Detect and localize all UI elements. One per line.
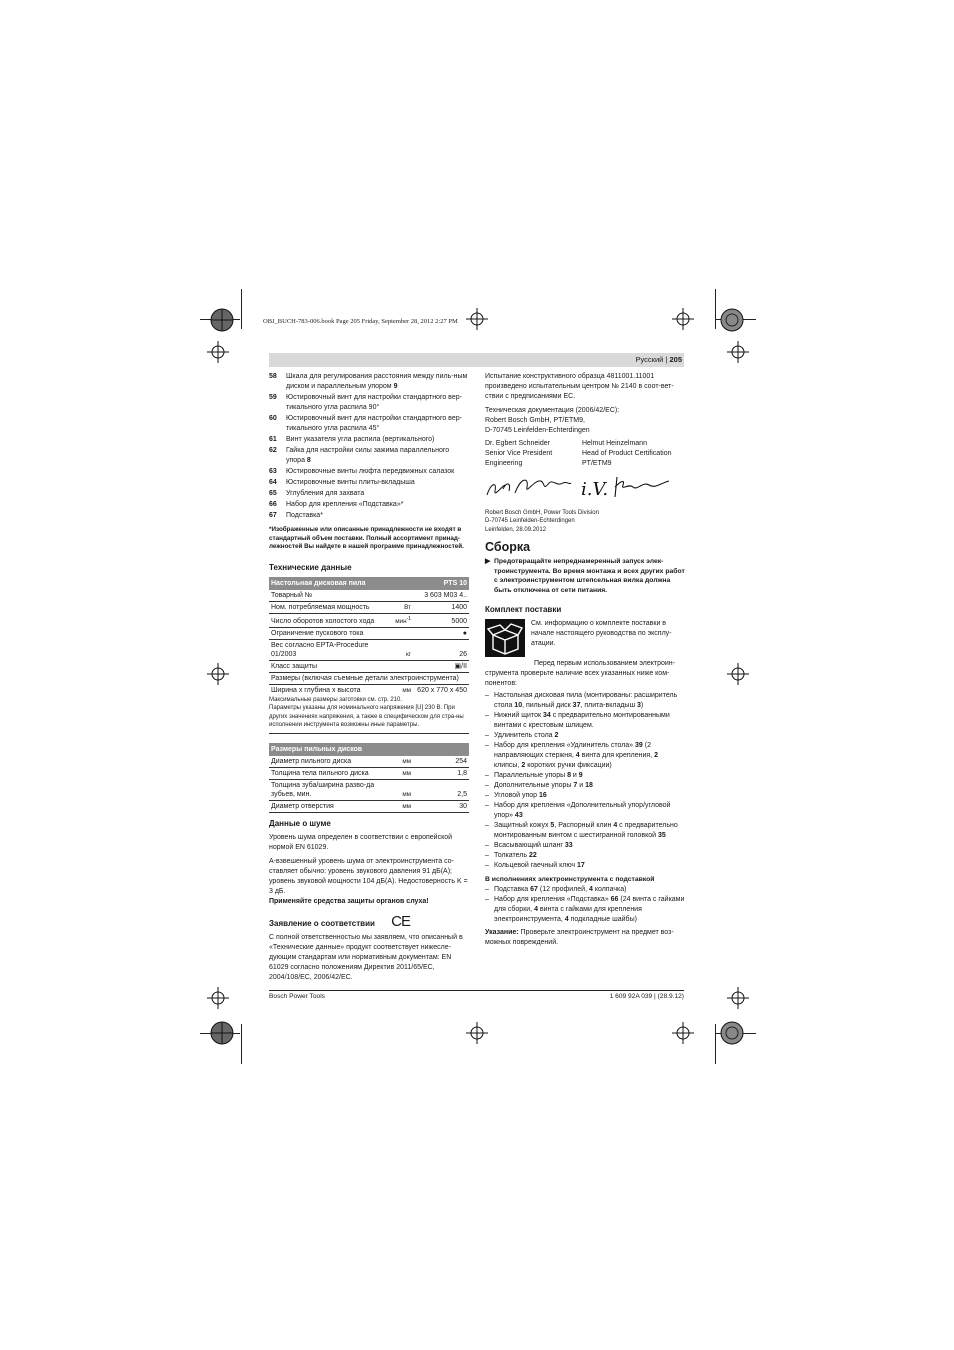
left-column bbox=[269, 372, 469, 987]
supply-intro-block bbox=[485, 619, 685, 659]
table-row bbox=[269, 627, 469, 639]
list-item-text: Набор для крепления «Удлинитель стола» 39 (2 направляющих стержня, 4 винта для крепления, 2 клипсы, 2 коротких ручки фиксации) bbox=[494, 741, 658, 769]
dash-bullet: – bbox=[485, 861, 489, 869]
parts-item-number: 64 bbox=[269, 479, 277, 486]
list-item bbox=[485, 791, 685, 801]
dims-header: Размеры (включая съемные детали электроинструмента) bbox=[269, 672, 469, 684]
row-label: Толщина тела пильного диска bbox=[269, 767, 387, 779]
dash-bullet: – bbox=[485, 771, 489, 779]
dash-bullet: – bbox=[485, 711, 489, 719]
supply-list bbox=[485, 691, 685, 871]
row-value: 26 bbox=[413, 639, 469, 660]
list-item-text: Настольная дисковая пила (монтированы: расширитель стола 10, пильный диск 37, плита-вкладыш 3) bbox=[494, 691, 678, 709]
table-row bbox=[269, 601, 469, 613]
row-unit bbox=[387, 627, 413, 639]
list-item-text: Толкатель 22 bbox=[494, 851, 537, 859]
list-item bbox=[485, 861, 685, 871]
hint-text: Проверьте электроинструмент на предмет воз-можных повреждений. bbox=[485, 928, 674, 946]
parts-item bbox=[269, 372, 469, 392]
conformity-heading-text: Заявление о соответствии bbox=[269, 918, 375, 928]
crosshair-icon bbox=[466, 308, 488, 330]
parts-item bbox=[269, 446, 469, 466]
list-item-text: Угловой упор 16 bbox=[494, 791, 547, 799]
table-row bbox=[269, 613, 469, 627]
ce-mark-icon: CE bbox=[391, 912, 411, 930]
parts-item-text: Углубления для захвата bbox=[286, 490, 365, 497]
conformity-text: С полной ответственностью мы заявляем, что описанный в «Технические данные» продукт соответствует нижесле-дующим стандартам или нормативным документам: EN 61029 согласно положениям Директив 2011/65/EC, 2004/108/EC, 2006/42/EC. bbox=[269, 933, 463, 981]
supply-check: Перед первым использованием электроин-струмента проверьте наличие всех указанных ниже ком-понентов: bbox=[485, 659, 675, 687]
parts-item bbox=[269, 467, 469, 477]
crosshair-icon bbox=[466, 1022, 488, 1044]
list-item-text: Дополнительные упоры 7 и 18 bbox=[494, 781, 593, 789]
assembly-warning-text: Предотвращайте непреднамеренный запуск элек-троинструмента. Во время монтажа и всех других работ с электроинструментом штепсельная вилка должна быть отключена от сети питания. bbox=[494, 558, 685, 594]
crop-mark bbox=[241, 1024, 242, 1064]
parts-item-number: 59 bbox=[269, 394, 277, 401]
stand-list bbox=[485, 885, 685, 925]
row-value: ● bbox=[413, 627, 469, 639]
blades-col-name: Размеры пильных дисков bbox=[269, 743, 469, 756]
registration-disc-icon bbox=[719, 307, 745, 333]
list-item bbox=[485, 741, 685, 771]
parts-item-text: Юстировочный винт для настройки стандартного вер-тикального угла распила 45° bbox=[286, 415, 462, 432]
list-item bbox=[485, 821, 685, 841]
registration-disc-icon bbox=[719, 1020, 745, 1046]
crosshair-icon bbox=[727, 987, 749, 1009]
parts-item-text: Подставка* bbox=[286, 512, 323, 519]
list-item-text: Нижний щиток 34 с предварительно монтированными винтами с крестовым шлицем. bbox=[494, 711, 670, 729]
header-language: Русский bbox=[635, 355, 664, 364]
signer-1 bbox=[485, 439, 582, 469]
accessory-note: *Изображенные или описанные принадлежности не входят в стандартный объем поставки. Полный ассортимент принад-лежностей Вы найдете в нашей программе принадлежностей. bbox=[269, 526, 464, 551]
signer-title: PT/ETM9 bbox=[582, 460, 612, 467]
dash-bullet: – bbox=[485, 741, 489, 749]
signers bbox=[485, 439, 685, 469]
table-row bbox=[269, 660, 469, 672]
hint-label: Указание: bbox=[485, 928, 519, 936]
list-item-text: Кольцевой гаечный ключ 17 bbox=[494, 861, 585, 869]
row-value: 5000 bbox=[413, 613, 469, 627]
dash-bullet: – bbox=[485, 885, 489, 893]
parts-item-text: Юстировочные винты люфта передвижных салазок bbox=[286, 468, 455, 475]
parts-item bbox=[269, 435, 469, 445]
row-value: 1,8 bbox=[413, 767, 469, 779]
dash-bullet: – bbox=[485, 781, 489, 789]
crosshair-icon bbox=[672, 1022, 694, 1044]
list-item bbox=[485, 691, 685, 711]
dash-bullet: – bbox=[485, 801, 489, 809]
parts-item-number: 60 bbox=[269, 415, 277, 422]
list-item bbox=[485, 771, 685, 781]
row-label: Число оборотов холостого хода bbox=[269, 613, 387, 627]
page-header: Русский | 205 bbox=[635, 355, 682, 364]
row-value: ▣/II bbox=[413, 660, 469, 672]
list-item-text: Подставка 67 (12 профилей, 4 колпачка) bbox=[494, 885, 627, 893]
signature-image bbox=[485, 469, 685, 503]
list-item bbox=[485, 801, 685, 821]
row-value: 3 603 M03 4.. bbox=[413, 590, 469, 602]
row-unit: мин$^{-1}$ bbox=[387, 613, 413, 627]
parts-item-text: Гайка для настройки силы зажима параллельного упора bbox=[286, 447, 450, 464]
tech-table bbox=[269, 577, 469, 696]
parts-item-number: 62 bbox=[269, 447, 277, 454]
signature-address1: Robert Bosch GmbH, Power Tools Division bbox=[485, 510, 599, 516]
crop-mark bbox=[241, 289, 242, 329]
footer-right: 1 609 92A 039 | (28.9.12) bbox=[609, 993, 684, 1000]
parts-item-number: 63 bbox=[269, 468, 277, 475]
table-row bbox=[269, 590, 469, 602]
row-label: Диаметр отверстия bbox=[269, 800, 387, 812]
parts-item-number: 67 bbox=[269, 512, 277, 519]
row-value: 254 bbox=[413, 756, 469, 768]
page-header-band bbox=[269, 353, 684, 367]
row-unit: мм bbox=[387, 800, 413, 812]
signature-date: Leinfelden, 28.09.2012 bbox=[485, 526, 547, 533]
list-item bbox=[485, 851, 685, 861]
table-row bbox=[269, 779, 469, 800]
conformity-company1: Robert Bosch GmbH, PT/ETM9, bbox=[485, 417, 585, 424]
parts-item bbox=[269, 393, 469, 413]
row-label: Класс защиты bbox=[269, 660, 387, 672]
assembly-hint bbox=[485, 928, 685, 948]
row-value: 30 bbox=[413, 800, 469, 812]
blades-table bbox=[269, 743, 469, 813]
crop-mark bbox=[715, 289, 716, 329]
row-value: 1400 bbox=[413, 601, 469, 613]
table-row bbox=[269, 800, 469, 812]
parts-item bbox=[269, 511, 469, 521]
footer-left: Bosch Power Tools bbox=[269, 993, 325, 1000]
parts-item-ref: 9 bbox=[393, 383, 398, 390]
signer-name: Helmut Heinzelmann bbox=[582, 440, 647, 447]
list-item bbox=[485, 781, 685, 791]
row-label: Вес согласно EPTA-Procedure 01/2003 bbox=[269, 639, 387, 660]
row-value: 2,5 bbox=[413, 779, 469, 800]
dash-bullet: – bbox=[485, 731, 489, 739]
signer-title: Engineering bbox=[485, 460, 523, 467]
supply-intro: См. информацию о комплекте поставки в начале настоящего руководства по эксплу-атации. bbox=[531, 619, 672, 647]
parts-item-number: 61 bbox=[269, 436, 277, 443]
noise-p2: А-взвешенный уровень шума от электроинструмента со-ставляет обычно: уровень звукового давления 91 дБ(A); уровень звуковой мощности 104 дБ(A). Недостоверность K = 3 дБ. bbox=[269, 857, 468, 895]
dash-bullet: – bbox=[485, 691, 489, 699]
dims-note: Максимальные размеры заготовки см. стр. 210. bbox=[269, 696, 403, 703]
noise-p1: Уровень шума определен в соответствии с европейской нормой EN 61029. bbox=[269, 833, 453, 851]
list-item-text: Набор для крепления «Подставка» 66 (24 винта с гайками для сборки, 4 винта с гайками для крепления электроинструмента, 4 подкладные шайбы) bbox=[494, 895, 685, 923]
parts-item bbox=[269, 489, 469, 499]
parts-item bbox=[269, 414, 469, 434]
conformity-docs: Техническая документация (2006/42/EC): bbox=[485, 407, 620, 414]
table-row bbox=[269, 767, 469, 779]
conformity-heading bbox=[269, 912, 469, 930]
stand-heading: В исполнениях электроинструмента с подставкой bbox=[485, 875, 655, 883]
dims-value: 620 x 770 x 450 bbox=[417, 686, 467, 694]
row-label: Товарный № bbox=[269, 590, 387, 602]
supply-heading: Комплект поставки bbox=[485, 604, 562, 614]
page-number: 205 bbox=[669, 355, 682, 364]
parts-item-text: Шкала для регулирования расстояния между пиль-ным диском и параллельным упором bbox=[286, 373, 468, 390]
row-unit bbox=[387, 660, 413, 672]
footer-rule bbox=[269, 990, 684, 991]
dash-bullet: – bbox=[485, 821, 489, 829]
crosshair-icon bbox=[727, 663, 749, 685]
list-item-text: Всасывающий шланг 33 bbox=[494, 841, 573, 849]
row-unit: мм bbox=[387, 756, 413, 768]
parts-item-number: 66 bbox=[269, 501, 277, 508]
parts-item-number: 65 bbox=[269, 490, 277, 497]
signer-name: Dr. Egbert Schneider bbox=[485, 440, 550, 447]
dash-bullet: – bbox=[485, 851, 489, 859]
parts-list bbox=[269, 372, 469, 521]
svg-text:i.V.: i.V. bbox=[581, 479, 609, 500]
list-item bbox=[485, 731, 685, 741]
assembly-warning bbox=[485, 557, 685, 595]
crosshair-icon bbox=[207, 663, 229, 685]
row-unit bbox=[387, 590, 413, 602]
row-label: Толщина зуба/ширина разво-да зубьев, мин. bbox=[269, 779, 387, 800]
list-item bbox=[485, 895, 685, 925]
crosshair-icon bbox=[672, 308, 694, 330]
list-item-text: Набор для крепления «Дополнительный упор/угловой упор» 43 bbox=[494, 801, 671, 819]
crosshair-icon bbox=[727, 341, 749, 363]
tech-heading: Технические данные bbox=[269, 562, 352, 572]
dims-label: Ширина x глубина x высота bbox=[271, 686, 361, 694]
list-item-text: Удлинитель стола 2 bbox=[494, 731, 559, 739]
parts-item-text: Винт указателя угла распила (вертикального) bbox=[286, 436, 435, 443]
row-unit: кг bbox=[387, 639, 413, 660]
file-slug: OBJ_BUCH-783-006.book Page 205 Friday, September 28, 2012 2:27 PM bbox=[263, 318, 458, 325]
list-item bbox=[485, 711, 685, 731]
conformity-company2: D-70745 Leinfelden-Echterdingen bbox=[485, 427, 590, 434]
row-label: Ограничение пускового тока bbox=[269, 627, 387, 639]
tech-col-name: Настольная дисковая пила bbox=[269, 577, 413, 590]
dash-bullet: – bbox=[485, 895, 489, 903]
signature-address2: D-70745 Leinfelden-Echterdingen bbox=[485, 518, 575, 525]
tech-col-model: PTS 10 bbox=[413, 577, 469, 590]
parts-item-number: 58 bbox=[269, 373, 277, 380]
list-item bbox=[485, 885, 685, 895]
dims-unit: мм bbox=[402, 686, 411, 694]
conformity-test: Испытание конструктивного образца 4811001.11001 произведено испытательным центром № 2140 в соот-вет-ствии с предписаниями ЕС. bbox=[485, 373, 674, 400]
voltage-note: Параметры указаны для номинального напряжения [U] 230 В. При других значениях напряжения, а также в специфическом для стра-ны исполнении инструмента возможны иные параметры. bbox=[269, 704, 469, 733]
assembly-heading: Сборка bbox=[485, 540, 531, 555]
registration-disc-icon bbox=[209, 1020, 235, 1046]
parts-item-text: Набор для крепления «Подставка»* bbox=[286, 501, 404, 508]
table-row bbox=[269, 756, 469, 768]
row-unit: мм bbox=[387, 779, 413, 800]
dash-bullet: – bbox=[485, 841, 489, 849]
table-row bbox=[269, 639, 469, 660]
signer-title: Head of Product Certification bbox=[582, 450, 672, 457]
arrow-right-icon: ▶ bbox=[485, 558, 491, 566]
signer-2 bbox=[582, 439, 685, 469]
parts-item-text: Юстировочные винты плиты-вкладыша bbox=[286, 479, 415, 486]
row-label: Ном. потребляемая мощность bbox=[269, 601, 387, 613]
parts-item bbox=[269, 478, 469, 488]
parts-item-text: Юстировочный винт для настройки стандартного вер-тикального угла распила 90° bbox=[286, 394, 462, 411]
box-icon bbox=[485, 619, 525, 657]
parts-item bbox=[269, 500, 469, 510]
noise-heading: Данные о шуме bbox=[269, 818, 331, 828]
crosshair-icon bbox=[207, 987, 229, 1009]
signer-title: Senior Vice President bbox=[485, 450, 553, 457]
registration-disc-icon bbox=[209, 307, 235, 333]
list-item bbox=[485, 841, 685, 851]
parts-item-ref: 8 bbox=[306, 457, 311, 464]
row-unit: мм bbox=[387, 767, 413, 779]
crosshair-icon bbox=[207, 341, 229, 363]
row-unit: Вт bbox=[387, 601, 413, 613]
crop-mark bbox=[715, 1024, 716, 1064]
dash-bullet: – bbox=[485, 791, 489, 799]
row-label: Диаметр пильного диска bbox=[269, 756, 387, 768]
right-column bbox=[485, 372, 685, 952]
list-item-text: Защитный кожух 5, Распорный клин 4 с предварительно монтированным винтом с шестигранной головкой 35 bbox=[494, 821, 678, 839]
noise-warning: Применяйте средства защиты органов слуха! bbox=[269, 897, 429, 905]
list-item-text: Параллельные упоры 8 и 9 bbox=[494, 771, 583, 779]
